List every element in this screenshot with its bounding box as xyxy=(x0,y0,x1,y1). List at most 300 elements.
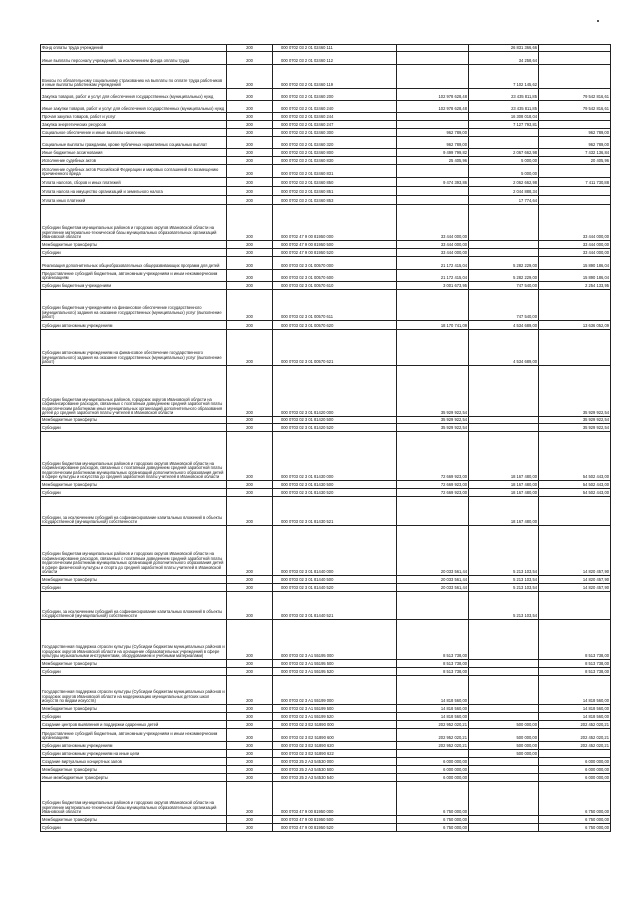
row-code: 200 xyxy=(227,270,273,282)
table-row xyxy=(41,584,611,592)
row-executed: 5 213 103,54 xyxy=(469,526,539,576)
row-approved: 21 172 415,04 xyxy=(397,270,469,282)
row-remainder: 2 254 133,95 xyxy=(539,282,611,290)
row-name: Субсидии xyxy=(41,584,227,592)
row-name: Субсидии xyxy=(41,713,227,721)
table-row xyxy=(41,196,611,205)
row-code: 200 xyxy=(227,366,273,417)
table-row xyxy=(41,750,611,758)
row-name: Межбюджетные трансферты xyxy=(41,241,227,249)
table-row xyxy=(41,52,611,65)
row-remainder: 6 000 000,00 xyxy=(539,774,611,782)
row-approved: 14 818 560,00 xyxy=(397,676,469,705)
row-kbk: 000 0703 02 3 01 81420 520 xyxy=(273,424,397,432)
row-remainder: 15 890 186,04 xyxy=(539,270,611,282)
row-executed xyxy=(469,668,539,676)
row-code: 200 xyxy=(227,750,273,758)
row-code: 200 xyxy=(227,584,273,592)
row-approved: 6 000 000,00 xyxy=(397,766,469,774)
row-name: Закупка товаров, работ и услуг для обеспечения государственных (муниципальных) нужд xyxy=(41,89,227,101)
row-code: 200 xyxy=(227,45,273,52)
row-remainder xyxy=(539,52,611,65)
row-approved xyxy=(397,52,469,65)
row-kbk: 000 0702 47 9 00 81950 000 xyxy=(273,205,397,241)
row-code: 200 xyxy=(227,668,273,676)
row-executed xyxy=(469,137,539,149)
table-row xyxy=(41,241,611,249)
row-code: 200 xyxy=(227,816,273,824)
row-kbk: 000 0703 02 3 A1 55199 500 xyxy=(273,705,397,713)
row-name: Уплата иных платежей xyxy=(41,196,227,205)
row-remainder: 33 444 000,00 xyxy=(539,241,611,249)
table-row xyxy=(41,576,611,584)
row-executed: 18 167 480,00 xyxy=(469,481,539,489)
row-kbk: 000 0703 25 2 A3 54530 500 xyxy=(273,766,397,774)
row-kbk: 000 0703 02 3 A1 55195 520 xyxy=(273,668,397,676)
row-kbk: 000 0703 02 3 A1 55195 000 xyxy=(273,620,397,660)
row-executed xyxy=(469,129,539,137)
row-name: Государственная поддержка отрасли культуры (Субсидии бюджетам муниципальных районов и городских округов Ивановской области на оснащение образовательных учреждений в сфере культуры музыкальными инструментами, оборудованием и учебными материалами) xyxy=(41,620,227,660)
row-code: 200 xyxy=(227,321,273,330)
row-name: Реализация дополнительных общеобразовательных общеразвивающих программ для детей xyxy=(41,257,227,270)
row-remainder: 14 818 560,00 xyxy=(539,705,611,713)
row-executed: 5 282 229,00 xyxy=(469,257,539,270)
row-kbk: 000 0703 02 3 E2 51890 620 xyxy=(273,742,397,750)
row-code: 200 xyxy=(227,65,273,89)
row-kbk: 000 0703 02 3 01 00570 620 xyxy=(273,321,397,330)
row-approved: 8 513 738,00 xyxy=(397,668,469,676)
row-name: Межбюджетные трансферты xyxy=(41,705,227,713)
row-executed: 500 000,00 xyxy=(469,750,539,758)
row-name: Исполнение судебных актов Российской Федерации и мировых соглашений по возмещению причиненного вреда xyxy=(41,165,227,178)
row-kbk: 000 0702 03 2 01 02460 800 xyxy=(273,149,397,157)
row-code: 200 xyxy=(227,424,273,432)
row-kbk: 000 0702 03 2 01 02460 853 xyxy=(273,196,397,205)
row-approved: 21 172 415,04 xyxy=(397,257,469,270)
row-remainder: 20 405,96 xyxy=(539,157,611,165)
row-code: 200 xyxy=(227,729,273,742)
row-executed xyxy=(469,417,539,424)
budget-execution-table-sheet xyxy=(40,44,610,832)
row-remainder: 14 818 560,00 xyxy=(539,713,611,721)
row-remainder: 79 542 816,61 xyxy=(539,101,611,113)
table-row xyxy=(41,417,611,424)
row-name: Субсидии автономным учреждениям xyxy=(41,742,227,750)
row-name: Субсидии xyxy=(41,424,227,432)
row-name: Межбюджетные трансферты xyxy=(41,816,227,824)
row-kbk: 000 0703 02 3 01 00570 000 xyxy=(273,257,397,270)
table-row xyxy=(41,129,611,137)
row-executed xyxy=(469,424,539,432)
row-approved: 35 929 922,54 xyxy=(397,424,469,432)
row-executed xyxy=(469,774,539,782)
row-approved xyxy=(397,290,469,321)
row-name: Субсидии бюджетам муниципальных районов, городских округов Ивановской области на софинансирование расходов, связанных с поэтапным доведением средней заработной платы педагогическим работникам иных муниципальных организаций дополнительного образования детей до средней заработной платы учителей в Ивановской области xyxy=(41,366,227,417)
row-approved: 72 669 923,00 xyxy=(397,432,469,481)
row-remainder xyxy=(539,45,611,52)
row-approved: 202 952 020,21 xyxy=(397,729,469,742)
row-remainder: 54 502 443,00 xyxy=(539,432,611,481)
row-kbk: 000 0703 02 3 01 81440 521 xyxy=(273,592,397,620)
row-remainder: 8 513 738,00 xyxy=(539,668,611,676)
row-remainder: 35 929 922,54 xyxy=(539,417,611,424)
row-name: Субсидии бюджетам муниципальных районов и городских округов Ивановской области на софинансирование расходов, связанных с поэтапным доведением средней заработной платы педагогическим работникам муниципальных организаций дополнительного образования детей в сфере культуры и искусства до средней заработной платы учителей в Ивановской области xyxy=(41,432,227,481)
row-name: Субсидии xyxy=(41,249,227,257)
table-row xyxy=(41,121,611,129)
row-approved: 202 952 020,21 xyxy=(397,721,469,729)
row-remainder: 962 789,00 xyxy=(539,129,611,137)
row-approved: 9 499 799,82 xyxy=(397,149,469,157)
row-name: Субсидии, за исключением субсидий на софинансирование капитальных вложений в объекты государственной (муниципальной) собственности xyxy=(41,592,227,620)
row-name: Субсидии xyxy=(41,668,227,676)
row-remainder: 7 411 730,88 xyxy=(539,178,611,187)
row-kbk: 000 0702 03 2 01 02460 112 xyxy=(273,52,397,65)
row-remainder: 15 890 186,04 xyxy=(539,257,611,270)
row-kbk: 000 0703 25 2 A3 54530 000 xyxy=(273,758,397,766)
row-kbk: 000 0703 02 3 01 81430 521 xyxy=(273,497,397,526)
row-approved xyxy=(397,196,469,205)
row-kbk: 000 0703 02 3 01 81430 000 xyxy=(273,432,397,481)
row-executed: 5 213 103,54 xyxy=(469,592,539,620)
row-executed: 7 102 145,62 xyxy=(469,65,539,89)
row-name: Субсидии автономным учреждениям xyxy=(41,321,227,330)
row-name: Субсидии xyxy=(41,824,227,832)
row-remainder: 79 542 816,61 xyxy=(539,89,611,101)
table-row xyxy=(41,366,611,417)
row-executed: 5 000,00 xyxy=(469,165,539,178)
table-row xyxy=(41,137,611,149)
row-kbk: 000 0703 02 3 01 81440 000 xyxy=(273,526,397,576)
table-row xyxy=(41,89,611,101)
row-executed: 4 534 689,00 xyxy=(469,321,539,330)
row-executed xyxy=(469,766,539,774)
row-executed: 18 167 480,00 xyxy=(469,497,539,526)
row-code: 200 xyxy=(227,417,273,424)
row-kbk: 000 0702 03 2 01 02460 300 xyxy=(273,129,397,137)
table-row xyxy=(41,742,611,750)
row-remainder: 6 000 000,00 xyxy=(539,766,611,774)
table-row xyxy=(41,113,611,121)
row-name: Субсидии, за исключением субсидий на софинансирование капитальных вложений в объекты государственной (муниципальной) собственности xyxy=(41,497,227,526)
table-row xyxy=(41,187,611,196)
row-approved xyxy=(397,165,469,178)
row-kbk: 000 0703 02 3 A1 55199 520 xyxy=(273,713,397,721)
row-executed xyxy=(469,241,539,249)
row-remainder: 14 818 560,00 xyxy=(539,676,611,705)
row-name: Субсидии бюджетам муниципальных районов и городских округов Ивановской области на укрепление материально-технической базы муниципальных образовательных организаций Ивановской области xyxy=(41,782,227,816)
row-name: Предоставление субсидий бюджетным, автономным учреждениям и иным некоммерческим организациям xyxy=(41,729,227,742)
scan-speck xyxy=(597,20,599,22)
row-executed: 5 213 103,54 xyxy=(469,576,539,584)
row-kbk: 000 0703 02 3 01 81440 500 xyxy=(273,576,397,584)
table-row xyxy=(41,424,611,432)
row-kbk: 000 0703 02 3 01 81440 520 xyxy=(273,584,397,592)
row-approved: 962 789,00 xyxy=(397,129,469,137)
row-kbk: 000 0702 03 2 01 02460 850 xyxy=(273,178,397,187)
row-approved: 6 750 000,00 xyxy=(397,824,469,832)
row-code: 200 xyxy=(227,149,273,157)
table-body xyxy=(41,45,611,832)
row-code: 200 xyxy=(227,576,273,584)
row-name: Создание центров выявления и поддержки одаренных детей xyxy=(41,721,227,729)
row-executed: 500 000,00 xyxy=(469,721,539,729)
row-kbk: 000 0703 25 2 A3 54530 540 xyxy=(273,774,397,782)
row-code: 200 xyxy=(227,824,273,832)
row-kbk: 000 0702 03 2 01 02460 851 xyxy=(273,187,397,196)
row-name: Субсидии бюджетам муниципальных районов и городских округов Ивановской области на укрепление материально-технической базы муниципальных образовательных организаций Ивановской области xyxy=(41,205,227,241)
row-code: 200 xyxy=(227,526,273,576)
row-approved: 20 033 561,44 xyxy=(397,584,469,592)
row-kbk: 000 0702 03 2 01 02460 831 xyxy=(273,165,397,178)
row-name: Субсидии бюджетным учреждениям xyxy=(41,282,227,290)
table-row xyxy=(41,257,611,270)
row-remainder: 14 820 457,90 xyxy=(539,576,611,584)
row-code: 200 xyxy=(227,196,273,205)
row-code: 200 xyxy=(227,257,273,270)
row-code: 200 xyxy=(227,766,273,774)
row-code: 200 xyxy=(227,758,273,766)
row-remainder xyxy=(539,196,611,205)
row-name: Фонд оплаты труда учреждений xyxy=(41,45,227,52)
row-kbk: 000 0702 03 2 01 02460 244 xyxy=(273,113,397,121)
row-code: 200 xyxy=(227,713,273,721)
row-approved: 20 033 561,44 xyxy=(397,526,469,576)
row-code: 200 xyxy=(227,497,273,526)
row-code: 200 xyxy=(227,721,273,729)
table-row xyxy=(41,620,611,660)
row-code: 200 xyxy=(227,165,273,178)
row-approved: 102 978 628,48 xyxy=(397,89,469,101)
table-row xyxy=(41,660,611,668)
row-kbk: 000 0702 47 9 00 81950 520 xyxy=(273,249,397,257)
row-approved: 14 818 560,00 xyxy=(397,713,469,721)
row-kbk: 000 0702 03 2 01 02460 320 xyxy=(273,137,397,149)
row-kbk: 000 0703 02 3 A1 55199 000 xyxy=(273,676,397,705)
table-row xyxy=(41,149,611,157)
row-name: Социальное обеспечение и иные выплаты населению xyxy=(41,129,227,137)
row-remainder xyxy=(539,187,611,196)
table-row xyxy=(41,249,611,257)
row-approved: 6 000 000,00 xyxy=(397,774,469,782)
row-name: Межбюджетные трансферты xyxy=(41,417,227,424)
row-code: 200 xyxy=(227,432,273,481)
row-executed: 2 062 662,98 xyxy=(469,178,539,187)
table-row xyxy=(41,713,611,721)
row-kbk: 000 0703 47 9 00 81950 500 xyxy=(273,816,397,824)
row-remainder: 35 929 922,54 xyxy=(539,366,611,417)
row-name: Предоставление субсидий бюджетным, автономным учреждениям и иным некоммерческим организациям xyxy=(41,270,227,282)
row-approved xyxy=(397,750,469,758)
row-approved: 33 444 000,00 xyxy=(397,205,469,241)
row-executed xyxy=(469,758,539,766)
row-approved: 25 405,96 xyxy=(397,157,469,165)
row-approved: 72 669 923,00 xyxy=(397,481,469,489)
row-executed: 7 127 793,81 xyxy=(469,121,539,129)
table-row xyxy=(41,782,611,816)
row-executed: 5 000,00 xyxy=(469,157,539,165)
row-approved: 6 750 000,00 xyxy=(397,782,469,816)
table-row xyxy=(41,290,611,321)
row-code: 200 xyxy=(227,676,273,705)
row-name: Взносы по обязательному социальному страхованию на выплаты по оплате труда работников и иные выплаты работникам учреждений xyxy=(41,65,227,89)
row-kbk: 000 0703 02 3 01 00570 610 xyxy=(273,282,397,290)
table-row xyxy=(41,432,611,481)
row-code: 200 xyxy=(227,241,273,249)
table-row xyxy=(41,705,611,713)
table-row xyxy=(41,489,611,497)
row-executed: 747 540,00 xyxy=(469,282,539,290)
row-executed: 2 044 888,34 xyxy=(469,187,539,196)
row-executed: 5 282 229,00 xyxy=(469,270,539,282)
table-row xyxy=(41,526,611,576)
row-executed: 4 534 689,00 xyxy=(469,330,539,366)
row-executed: 5 213 103,54 xyxy=(469,584,539,592)
table-row xyxy=(41,676,611,705)
row-remainder: 202 452 020,21 xyxy=(539,742,611,750)
table-row xyxy=(41,330,611,366)
row-executed: 747 540,00 xyxy=(469,290,539,321)
row-executed xyxy=(469,824,539,832)
row-approved: 72 669 923,00 xyxy=(397,489,469,497)
row-code: 200 xyxy=(227,52,273,65)
row-name: Субсидии бюджетам муниципальных районов и городских округов Ивановской области на софинансирование расходов, связанных с поэтапным доведением средней заработной платы педагогическим работникам муниципальных организаций дополнительного образования детей в сфере физической культуры и спорта до средней заработной платы учителей в Ивановской области xyxy=(41,526,227,576)
row-kbk: 000 0703 02 3 01 81430 520 xyxy=(273,489,397,497)
table-row xyxy=(41,758,611,766)
row-code: 200 xyxy=(227,101,273,113)
table-row xyxy=(41,497,611,526)
row-name: Субсидии xyxy=(41,489,227,497)
row-name: Субсидии автономным учреждениям на финансовое обеспечение государственного (муниципального) задания на оказание государственных (муниципальных) услуг (выполнение работ) xyxy=(41,330,227,366)
row-remainder: 54 502 443,00 xyxy=(539,489,611,497)
row-name: Иные закупки товаров, работ и услуг для обеспечения государственных (муниципальных) нужд xyxy=(41,101,227,113)
row-approved xyxy=(397,45,469,52)
row-remainder: 6 750 000,00 xyxy=(539,782,611,816)
table-row xyxy=(41,766,611,774)
row-remainder xyxy=(539,165,611,178)
row-code: 200 xyxy=(227,187,273,196)
table-row xyxy=(41,824,611,832)
row-executed xyxy=(469,705,539,713)
table-row xyxy=(41,816,611,824)
budget-execution-table xyxy=(40,44,611,832)
row-name: Государственная поддержка отрасли культуры (Субсидии бюджетам муниципальных районов и городских округов Ивановской области на модернизацию муниципальных детских школ искусств по видам искусств) xyxy=(41,676,227,705)
row-remainder xyxy=(539,65,611,89)
row-remainder xyxy=(539,750,611,758)
row-approved xyxy=(397,121,469,129)
row-executed: 18 167 480,00 xyxy=(469,432,539,481)
row-approved: 18 170 741,09 xyxy=(397,321,469,330)
row-code: 200 xyxy=(227,774,273,782)
row-executed: 23 435 811,85 xyxy=(469,101,539,113)
row-executed: 16 308 018,04 xyxy=(469,113,539,121)
row-executed: 26 831 366,66 xyxy=(469,45,539,52)
row-approved: 8 513 738,00 xyxy=(397,620,469,660)
row-executed xyxy=(469,205,539,241)
row-approved: 14 818 560,00 xyxy=(397,705,469,713)
table-row xyxy=(41,45,611,52)
row-approved: 33 444 000,00 xyxy=(397,241,469,249)
table-row xyxy=(41,157,611,165)
row-remainder: 14 820 457,90 xyxy=(539,584,611,592)
row-approved xyxy=(397,65,469,89)
row-approved: 20 033 561,44 xyxy=(397,576,469,584)
row-remainder: 962 789,00 xyxy=(539,137,611,149)
row-kbk: 000 0702 47 9 00 81950 500 xyxy=(273,241,397,249)
row-code: 200 xyxy=(227,705,273,713)
row-approved: 102 978 628,48 xyxy=(397,101,469,113)
row-code: 200 xyxy=(227,742,273,750)
row-approved: 8 513 738,00 xyxy=(397,660,469,668)
row-kbk: 000 0703 02 3 01 00570 621 xyxy=(273,330,397,366)
row-code: 200 xyxy=(227,282,273,290)
table-row xyxy=(41,65,611,89)
row-executed xyxy=(469,660,539,668)
table-row xyxy=(41,165,611,178)
row-name: Создание виртуальных концертных залов xyxy=(41,758,227,766)
row-approved: 35 929 922,54 xyxy=(397,417,469,424)
row-remainder: 202 452 020,21 xyxy=(539,729,611,742)
row-kbk: 000 0703 02 3 01 81420 500 xyxy=(273,417,397,424)
table-row xyxy=(41,270,611,282)
row-approved: 6 750 000,00 xyxy=(397,816,469,824)
table-row xyxy=(41,481,611,489)
row-code: 200 xyxy=(227,89,273,101)
row-remainder xyxy=(539,330,611,366)
row-name: Социальные выплаты гражданам, кроме публичных нормативных социальных выплат xyxy=(41,137,227,149)
row-name: Иные бюджетные ассигнования xyxy=(41,149,227,157)
row-kbk: 000 0703 47 9 00 81950 000 xyxy=(273,782,397,816)
row-approved xyxy=(397,592,469,620)
row-remainder: 33 444 000,00 xyxy=(539,249,611,257)
table-row xyxy=(41,729,611,742)
table-row xyxy=(41,668,611,676)
row-name: Уплата налога на имущество организаций и земельного налога xyxy=(41,187,227,196)
row-code: 200 xyxy=(227,620,273,660)
row-code: 200 xyxy=(227,205,273,241)
row-remainder: 54 502 443,00 xyxy=(539,481,611,489)
row-code: 200 xyxy=(227,129,273,137)
table-row xyxy=(41,101,611,113)
row-executed: 500 000,00 xyxy=(469,742,539,750)
row-name: Межбюджетные трансферты xyxy=(41,481,227,489)
table-row xyxy=(41,178,611,187)
row-code: 200 xyxy=(227,121,273,129)
row-remainder: 8 513 738,00 xyxy=(539,660,611,668)
row-name: Субсидии бюджетным учреждениям на финансовое обеспечение государственного (муниципального) задания на оказание государственных (муниципальных) услуг (выполнение работ) xyxy=(41,290,227,321)
row-remainder: 7 432 136,84 xyxy=(539,149,611,157)
row-approved xyxy=(397,497,469,526)
row-code: 200 xyxy=(227,249,273,257)
table-row xyxy=(41,721,611,729)
row-remainder: 35 929 922,54 xyxy=(539,424,611,432)
row-executed: 34 258,64 xyxy=(469,52,539,65)
row-name: Закупка энергетических ресурсов xyxy=(41,121,227,129)
row-name: Межбюджетные трансферты xyxy=(41,660,227,668)
row-remainder: 8 513 738,00 xyxy=(539,620,611,660)
table-row xyxy=(41,321,611,330)
row-name: Иные межбюджетные трансферты xyxy=(41,774,227,782)
row-name: Субсидии автономным учреждениям на иные цели xyxy=(41,750,227,758)
row-kbk: 000 0703 02 3 01 00570 600 xyxy=(273,270,397,282)
row-approved: 9 474 393,86 xyxy=(397,178,469,187)
row-executed xyxy=(469,816,539,824)
row-kbk: 000 0702 03 2 01 02460 119 xyxy=(273,65,397,89)
row-approved xyxy=(397,113,469,121)
row-kbk: 000 0703 02 3 E2 51890 000 xyxy=(273,721,397,729)
row-approved: 202 952 020,21 xyxy=(397,742,469,750)
row-approved xyxy=(397,330,469,366)
row-executed: 23 435 811,85 xyxy=(469,89,539,101)
